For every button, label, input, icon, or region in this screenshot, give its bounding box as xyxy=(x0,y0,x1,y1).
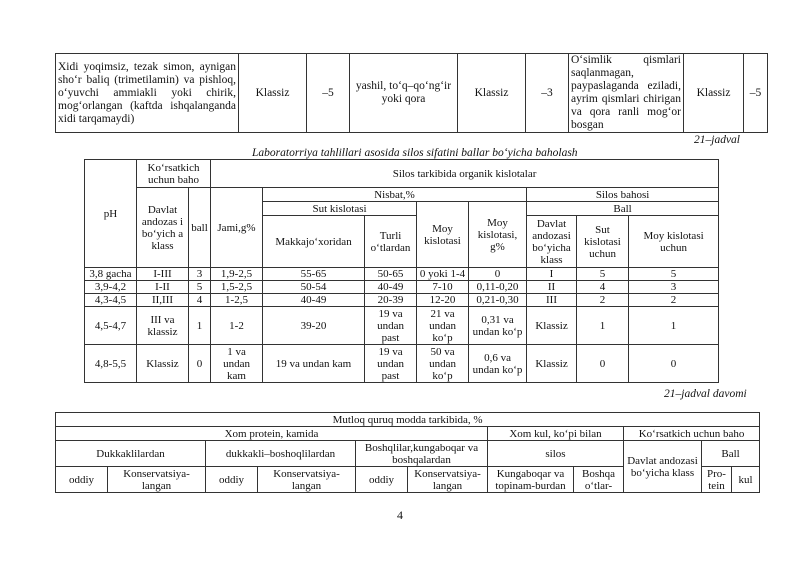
cell: II xyxy=(527,281,577,294)
cell: 1 xyxy=(577,307,629,345)
cell: 1,9-2,5 xyxy=(211,268,263,281)
header-state-class: Davlat andozasi bo‘yicha klass xyxy=(624,441,702,493)
header-indicator: Ko‘rsatkich uchun baho xyxy=(137,160,211,188)
cell: 5 xyxy=(629,268,719,281)
cell: III va klassiz xyxy=(137,307,189,345)
cell: 5 xyxy=(577,268,629,281)
cell: Klassiz xyxy=(527,307,577,345)
header-ph: pH xyxy=(85,160,137,268)
class-cell: Klassiz xyxy=(458,54,526,133)
cell: 1-2 xyxy=(211,307,263,345)
cell: 20-39 xyxy=(365,294,417,307)
header-preserved: Konservatsiya-langan xyxy=(408,467,488,493)
header-ball-2: Ball xyxy=(527,202,719,216)
header-sunflower: Kungaboqar va topinam-burdan xyxy=(488,467,574,493)
header-preserved: Konservatsiya-langan xyxy=(258,467,356,493)
cell: 39-20 xyxy=(263,307,365,345)
header-lactic-score: Sut kislotasi uchun xyxy=(577,216,629,268)
color-description: yashil, to‘q–qo‘ng‘ir yoki qora xyxy=(350,54,458,133)
table-row xyxy=(85,268,719,281)
header-butyric-g: Moy kislotasi, g% xyxy=(469,202,527,268)
header-ordinary: oddiy xyxy=(206,467,258,493)
header-ball: ball xyxy=(189,188,211,268)
cell: 0,31 va undan ko‘p xyxy=(469,307,527,345)
header-legumes: Dukkaklilardan xyxy=(56,441,206,467)
header-legume-cereal: dukkakli–boshoqlilardan xyxy=(206,441,356,467)
header-dry-matter: Mutloq quruq modda tarkibida, % xyxy=(56,413,760,427)
class-cell: Klassiz xyxy=(239,54,307,133)
score-cell: –3 xyxy=(526,54,569,133)
cell: 50-65 xyxy=(365,268,417,281)
structure-description: O‘simlik qismlari saqlanmagan, paypaslaganda eziladi, ayrim qismlari chirigan va qora ranli mog‘or bosgan xyxy=(569,54,684,133)
cell: 12-20 xyxy=(417,294,469,307)
header-state-class-2: Davlat andozasi bo‘yicha klass xyxy=(527,216,577,268)
cell: 1-2,5 xyxy=(211,294,263,307)
header-state-class: Davlat andozas i bo‘yich a klass xyxy=(137,188,189,268)
cell: 0 yoki 1-4 xyxy=(417,268,469,281)
cell: 0 xyxy=(469,268,527,281)
cell: 3,9-4,2 xyxy=(85,281,137,294)
table-caption-continued: 21–jadval davomi xyxy=(664,388,747,400)
cell: 40-49 xyxy=(263,294,365,307)
class-cell: Klassiz xyxy=(684,54,744,133)
header-cereals: Boshqlilar,kungaboqar va boshqalardan xyxy=(356,441,488,467)
header-preserved: Konservatsiya-langan xyxy=(108,467,206,493)
header-corn: Makkajo‘xoridan xyxy=(263,216,365,268)
table-row xyxy=(85,307,719,345)
cell: 0,6 va undan ko‘p xyxy=(469,345,527,383)
cell: 0,21-0,30 xyxy=(469,294,527,307)
header-silos-score: Silos bahosi xyxy=(527,188,719,202)
dry-matter-table xyxy=(55,412,760,493)
table-row xyxy=(56,54,768,133)
cell: 50-54 xyxy=(263,281,365,294)
header-indicator: Ko‘rsatkich uchun baho xyxy=(624,427,760,441)
header-crude-ash: Xom kul, ko‘pi bilan xyxy=(488,427,624,441)
cell: 0,11-0,20 xyxy=(469,281,527,294)
score-cell: –5 xyxy=(307,54,350,133)
cell: 2 xyxy=(629,294,719,307)
cell: 7-10 xyxy=(417,281,469,294)
page-number: 4 xyxy=(397,508,403,522)
cell: I-III xyxy=(137,268,189,281)
cell: II,III xyxy=(137,294,189,307)
header-total: Jami,g% xyxy=(211,188,263,268)
table-title: Laboratorriya tahlillari asosida silos sifatini ballar bo‘yicha baholash xyxy=(252,147,578,159)
header-ball: Ball xyxy=(702,441,760,467)
header-ordinary: oddiy xyxy=(356,467,408,493)
cell: 5 xyxy=(189,281,211,294)
header-grasses: Turli o‘tlardan xyxy=(365,216,417,268)
header-organic-acids: Silos tarkibida organik kislotalar xyxy=(211,160,719,188)
smell-description: Xidi yoqimsiz, tezak simon, aynigan sho‘r baliq (trimetilamin) va pishloq, o‘yuvchi ammiakli yoki chirik, mog‘orlangan (kaftda ishqalanganda xidi tarqamaydi) xyxy=(56,54,239,133)
cell: Klassiz xyxy=(137,345,189,383)
cell: 3 xyxy=(629,281,719,294)
score-cell: –5 xyxy=(744,54,768,133)
cell: 55-65 xyxy=(263,268,365,281)
cell: 4 xyxy=(577,281,629,294)
cell: 19 va undan kam xyxy=(263,345,365,383)
cell: 1 va undan kam xyxy=(211,345,263,383)
table-row xyxy=(85,345,719,383)
cell: III xyxy=(527,294,577,307)
cell: 3 xyxy=(189,268,211,281)
header-butyric: Moy kislotasi xyxy=(417,202,469,268)
cell: 0 xyxy=(577,345,629,383)
cell: I xyxy=(527,268,577,281)
header-silos: silos xyxy=(488,441,624,467)
header-protein: Pro-tein xyxy=(702,467,732,493)
header-crude-protein: Xom protein, kamida xyxy=(56,427,488,441)
cell: 4,5-4,7 xyxy=(85,307,137,345)
cell: 50 va undan ko‘p xyxy=(417,345,469,383)
cell: 0 xyxy=(189,345,211,383)
table-row xyxy=(85,281,719,294)
cell: Klassiz xyxy=(527,345,577,383)
table-row xyxy=(85,294,719,307)
header-ordinary: oddiy xyxy=(56,467,108,493)
header-ash: kul xyxy=(732,467,760,493)
silos-score-table xyxy=(84,159,719,383)
table-caption: 21–jadval xyxy=(694,134,740,146)
cell: 2 xyxy=(577,294,629,307)
cell: 3,8 gacha xyxy=(85,268,137,281)
cell: 40-49 xyxy=(365,281,417,294)
cell: 1 xyxy=(629,307,719,345)
cell: 4,3-4,5 xyxy=(85,294,137,307)
cell: 21 va undan ko‘p xyxy=(417,307,469,345)
cell: 19 va undan past xyxy=(365,307,417,345)
cell: 4,8-5,5 xyxy=(85,345,137,383)
top-table xyxy=(55,53,768,133)
cell: 4 xyxy=(189,294,211,307)
cell: 19 va undan past xyxy=(365,345,417,383)
cell: 1 xyxy=(189,307,211,345)
header-other-grasses: Boshqa o‘tlar- xyxy=(574,467,624,493)
cell: 0 xyxy=(629,345,719,383)
header-lactic: Sut kislotasi xyxy=(263,202,417,216)
header-butyric-score: Moy kislotasi uchun xyxy=(629,216,719,268)
cell: 1,5-2,5 xyxy=(211,281,263,294)
cell: I-II xyxy=(137,281,189,294)
header-ratio: Nisbat,% xyxy=(263,188,527,202)
